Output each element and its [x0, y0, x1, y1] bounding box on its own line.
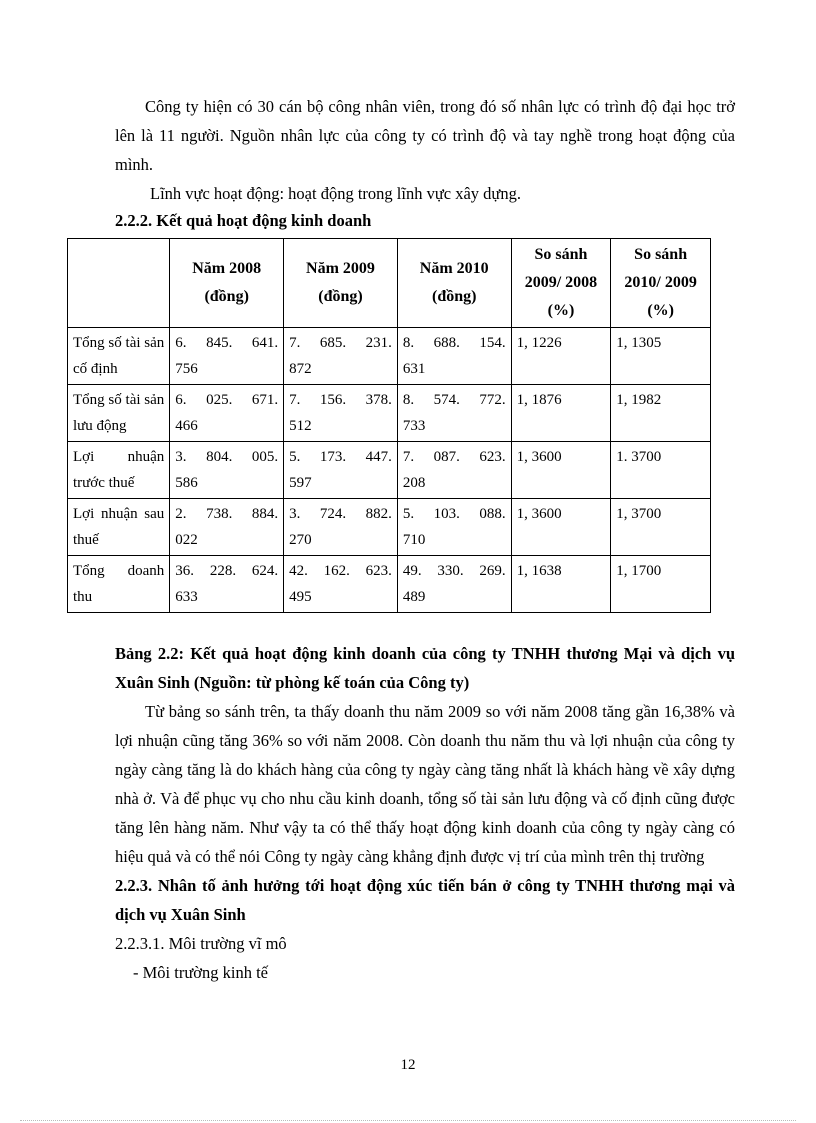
table-cell: 1, 3600 — [511, 442, 611, 499]
table-cell: 7. 156. 378. 512 — [284, 385, 398, 442]
table-header-cell: Năm 2008 (đồng) — [170, 239, 284, 328]
table-cell: 7. 685. 231. 872 — [284, 328, 398, 385]
table-row — [68, 499, 711, 556]
table-header-cell: Năm 2009 (đồng) — [284, 239, 398, 328]
table-cell: 1, 1638 — [511, 556, 611, 613]
row-label: Tổng số tài sản lưu động — [68, 385, 170, 442]
table-row — [68, 385, 711, 442]
table-cell: 5. 173. 447. 597 — [284, 442, 398, 499]
table-row — [68, 556, 711, 613]
table-cell: 3. 724. 882. 270 — [284, 499, 398, 556]
table-header-row — [68, 239, 711, 328]
table-cell: 1, 1700 — [611, 556, 711, 613]
row-label: Tổng số tài sản cố định — [68, 328, 170, 385]
intro-paragraph: Công ty hiện có 30 cán bộ công nhân viên, trong đó số nhân lực có trình độ đại học trở lên là 11 người. Nguồn nhân lực của công ty có trình độ và tay nghề trong hoạt động của mình. — [115, 97, 735, 174]
business-results-table — [67, 238, 711, 613]
table-header-cell: So sánh 2010/ 2009 (%) — [611, 239, 711, 328]
document-page — [73, 92, 735, 987]
footer-divider — [20, 1120, 796, 1121]
table-cell: 1, 1876 — [511, 385, 611, 442]
table-cell: 2. 738. 884. 022 — [170, 499, 284, 556]
page-number: 12 — [400, 1057, 416, 1073]
row-label: Tổng doanh thu — [68, 556, 170, 613]
table-cell: 49. 330. 269. 489 — [397, 556, 511, 613]
section-heading-223: 2.2.3. Nhân tố ảnh hưởng tới hoạt động xúc tiến bán ở công ty TNHH thương mại và dịch vụ Xuân Sinh — [115, 876, 735, 924]
table-cell: 8. 574. 772. 733 — [397, 385, 511, 442]
table-row — [68, 328, 711, 385]
subsection-heading-2231: 2.2.3.1. Môi trường vĩ mô — [115, 934, 287, 953]
table-header-cell: Năm 2010 (đồng) — [397, 239, 511, 328]
section-heading-222: 2.2.2. Kết quả hoạt động kinh doanh — [115, 211, 372, 230]
table-cell: 7. 087. 623. 208 — [397, 442, 511, 499]
table-cell: 8. 688. 154. 631 — [397, 328, 511, 385]
table-cell: 36. 228. 624. 633 — [170, 556, 284, 613]
table-cell: 1. 3700 — [611, 442, 711, 499]
table-cell: 1, 1982 — [611, 385, 711, 442]
table-cell: 42. 162. 623. 495 — [284, 556, 398, 613]
table-cell: 1, 1305 — [611, 328, 711, 385]
table-cell: 6. 025. 671. 466 — [170, 385, 284, 442]
table-cell: 5. 103. 088. 710 — [397, 499, 511, 556]
analysis-paragraph: Từ bảng so sánh trên, ta thấy doanh thu năm 2009 so với năm 2008 tăng gần 16,38% và lợi nhuận cũng tăng 36% so với năm 2008. Còn doanh thu năm thu và lợi nhuận của công ty ngày càng tăng là do khách hàng của công ty ngày càng tăng nhất là khách hàng về xây dựng nhà ở. Và để phục vụ cho nhu cầu kinh doanh, tổng số tài sản lưu động và cố định cũng được tăng lên hàng năm. Như vậy ta có thể thấy hoạt động kinh doanh của công ty ngày càng có hiệu quả và có thể nói Công ty ngày càng khẳng định được vị trí của mình trên thị trường — [115, 702, 735, 866]
bullet-economic-environment: - Môi trường kinh tế — [133, 963, 268, 982]
row-label: Lợi nhuận sau thuế — [68, 499, 170, 556]
row-label: Lợi nhuận trước thuế — [68, 442, 170, 499]
table-cell: 1, 1226 — [511, 328, 611, 385]
table-cell: 1, 3700 — [611, 499, 711, 556]
table-header-cell: So sánh 2009/ 2008 (%) — [511, 239, 611, 328]
table-header-cell — [68, 239, 170, 328]
table-caption: Bảng 2.2: Kết quả hoạt động kinh doanh của công ty TNHH thương Mại và dịch vụ Xuân Sinh (Nguồn: từ phòng kế toán của Công ty) — [115, 644, 735, 692]
table-cell: 1, 3600 — [511, 499, 611, 556]
table-row — [68, 442, 711, 499]
table-cell: 6. 845. 641. 756 — [170, 328, 284, 385]
table-cell: 3. 804. 005. 586 — [170, 442, 284, 499]
field-of-activity: Lĩnh vực hoạt động: hoạt động trong lĩnh vực xây dựng. — [150, 184, 521, 203]
